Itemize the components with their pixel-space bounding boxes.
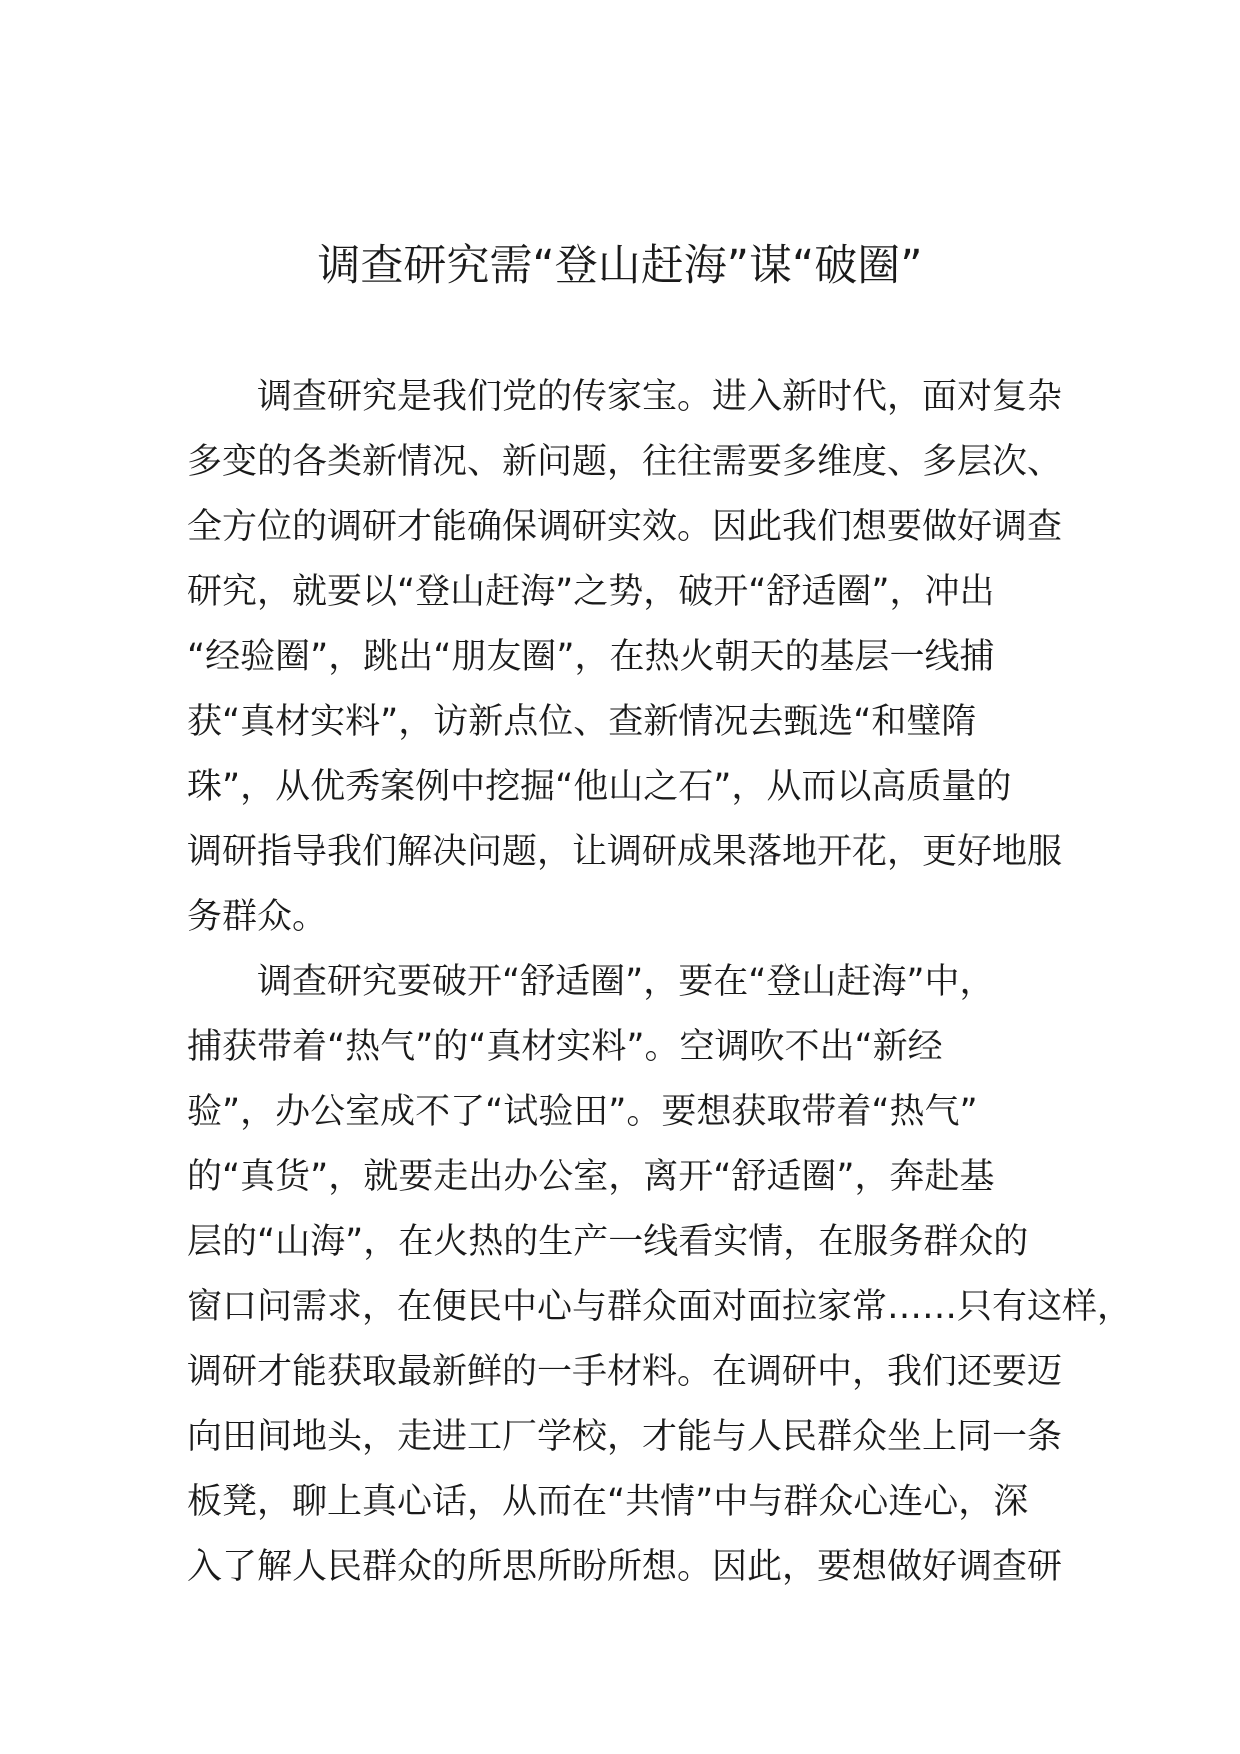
paragraph-2-line-10: 入了解人民群众的所思所盼所想。因此，要想做好调查研 [187, 1547, 1063, 1587]
paragraph-2-line-7: 调研才能获取最新鲜的一手材料。在调研中，我们还要迈 [187, 1352, 1063, 1392]
paragraph-2-line-1: 调查研究要破开“舒适圈”，要在“登山赶海”中， [257, 962, 995, 1002]
paragraph-1-line-5: “经验圈”，跳出“朋友圈”，在热火朝天的基层一线捕 [187, 637, 995, 677]
paragraph-1-line-4: 研究，就要以“登山赶海”之势，破开“舒适圈”，冲出 [187, 572, 995, 612]
paragraph-1-line-9: 务群众。 [187, 897, 328, 937]
paragraph-1-line-3: 全方位的调研才能确保调研实效。因此我们想要做好调查 [187, 507, 1063, 547]
paragraph-2-line-2: 捕获带着“热气”的“真材实料”。空调吹不出“新经 [187, 1027, 943, 1067]
paragraph-1-line-7: 珠”，从优秀案例中挖掘“他山之石”，从而以高质量的 [187, 767, 1012, 807]
paragraph-2-line-5: 层的“山海”，在火热的生产一线看实情，在服务群众的 [187, 1222, 1029, 1262]
paragraph-2-line-3: 验”，办公室成不了“试验田”。要想获取带着“热气” [187, 1092, 978, 1132]
paragraph-2-line-9: 板凳，聊上真心话，从而在“共情”中与群众心连心，深 [187, 1482, 1029, 1522]
paragraph-1-line-6: 获“真材实料”，访新点位、查新情况去甄选“和璧隋 [187, 702, 977, 742]
paragraph-1-line-2: 多变的各类新情况、新问题，往往需要多维度、多层次、 [187, 442, 1063, 482]
document-body [187, 365, 1133, 1600]
paragraph-2-line-4: 的“真货”，就要走出办公室，离开“舒适圈”，奔赴基 [187, 1157, 995, 1197]
paragraph-1-line-8: 调研指导我们解决问题，让调研成果落地开花，更好地服 [187, 832, 1063, 872]
paragraph-1-line-1: 调查研究是我们党的传家宝。进入新时代，面对复杂 [257, 377, 1063, 417]
paragraph-2-line-6: 窗口问需求，在便民中心与群众面对面拉家常……只有这样， [187, 1287, 1133, 1327]
paragraph-2-line-8: 向田间地头，走进工厂学校，才能与人民群众坐上同一条 [187, 1417, 1063, 1457]
document-title: 调查研究需“登山赶海”谋“破圈” [317, 241, 923, 291]
